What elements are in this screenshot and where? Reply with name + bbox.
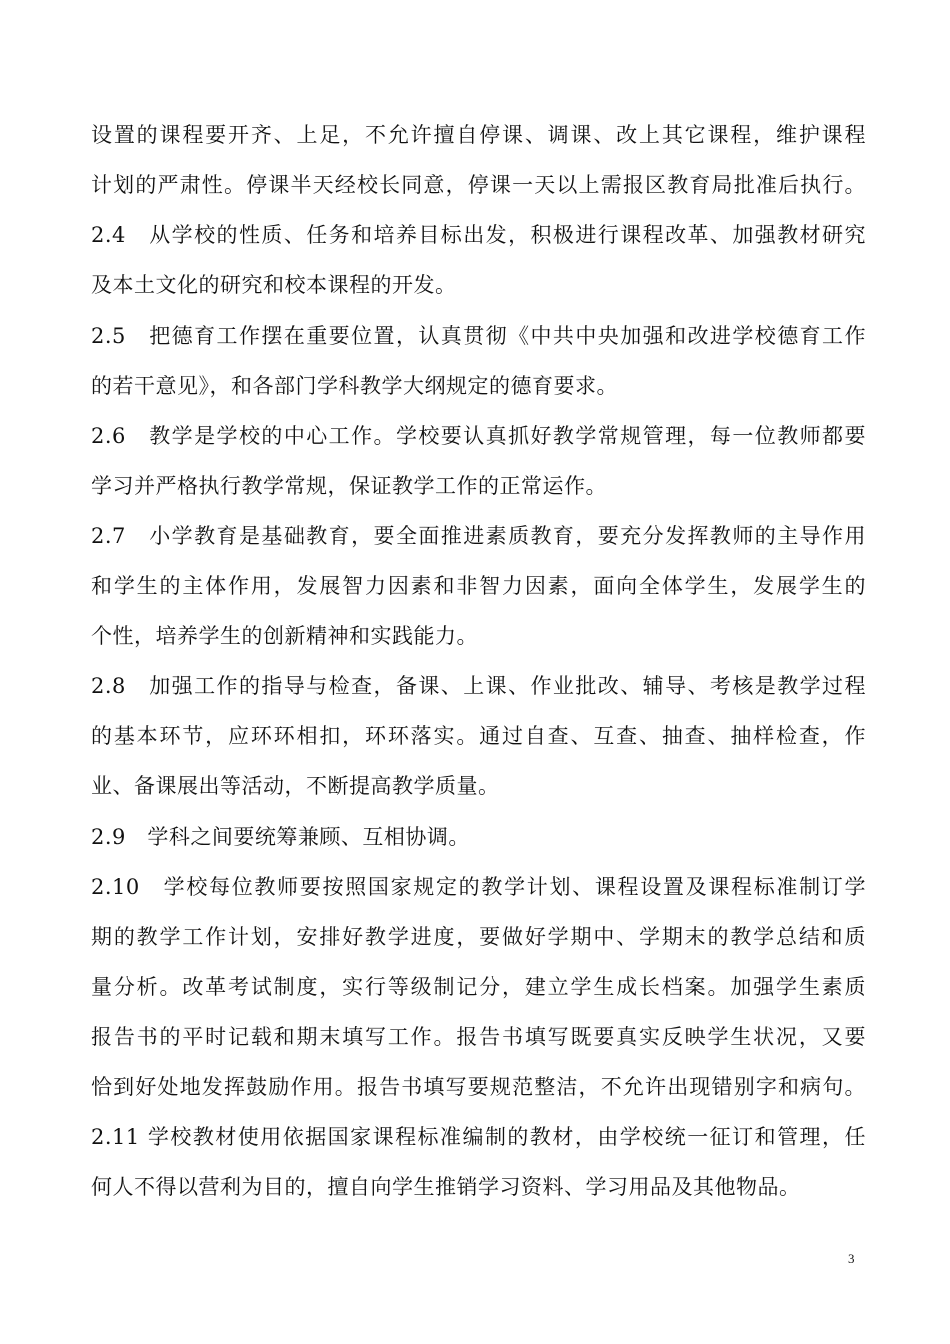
text-line: 2.7 小学教育是基础教育，要全面推进素质教育，要充分发挥教师的主导作用 <box>91 524 866 548</box>
text-line: 2.6 教学是学校的中心工作。学校要认真抓好教学常规管理，每一位教师都要 <box>91 424 866 448</box>
text-line: 个性，培养学生的创新精神和实践能力。 <box>91 624 478 648</box>
text-line: 报告书的平时记载和期末填写工作。报告书填写既要真实反映学生状况，又要 <box>91 1025 866 1049</box>
text-line: 和学生的主体作用，发展智力因素和非智力因素，面向全体学生，发展学生的 <box>91 574 866 598</box>
text-line: 期的教学工作计划，安排好教学进度，要做好学期中、学期末的教学总结和质 <box>91 925 866 949</box>
text-line: 计划的严肃性。停课半天经校长同意，停课一天以上需报区教育局批准后执行。 <box>91 173 866 197</box>
text-line: 量分析。改革考试制度，实行等级制记分，建立学生成长档案。加强学生素质 <box>91 975 866 999</box>
text-line: 的基本环节，应环环相扣，环环落实。通过自查、互查、抽查、抽样检查，作 <box>91 724 866 748</box>
text-line: 2.8 加强工作的指导与检查，备课、上课、作业批改、辅导、考核是教学过程 <box>91 674 866 698</box>
text-line: 2.10 学校每位教师要按照国家规定的教学计划、课程设置及课程标准制订学 <box>91 875 866 899</box>
text-line: 何人不得以营利为目的，擅自向学生推销学习资料、学习用品及其他物品。 <box>91 1175 801 1199</box>
text-line: 2.9 学科之间要统筹兼顾、互相协调。 <box>91 825 470 849</box>
text-line: 及本土文化的研究和校本课程的开发。 <box>91 273 457 297</box>
text-line: 恰到好处地发挥鼓励作用。报告书填写要规范整洁，不允许出现错别字和病句。 <box>91 1075 866 1099</box>
text-line: 业、备课展出等活动，不断提高教学质量。 <box>91 774 500 798</box>
text-line: 2.11 学校教材使用依据国家课程标准编制的教材，由学校统一征订和管理，任 <box>91 1125 866 1149</box>
text-line: 2.4 从学校的性质、任务和培养目标出发，积极进行课程改革、加强教材研究 <box>91 223 866 247</box>
text-line: 学习并严格执行教学常规，保证教学工作的正常运作。 <box>91 474 607 498</box>
text-line: 设置的课程要开齐、上足，不允许擅自停课、调课、改上其它课程，维护课程 <box>91 123 866 147</box>
page-number: 3 <box>848 1251 855 1266</box>
text-line: 的若干意见》，和各部门学科教学大纲规定的德育要求。 <box>91 374 618 398</box>
text-line: 2.5 把德育工作摆在重要位置，认真贯彻《中共中央加强和改进学校德育工作 <box>91 324 866 348</box>
